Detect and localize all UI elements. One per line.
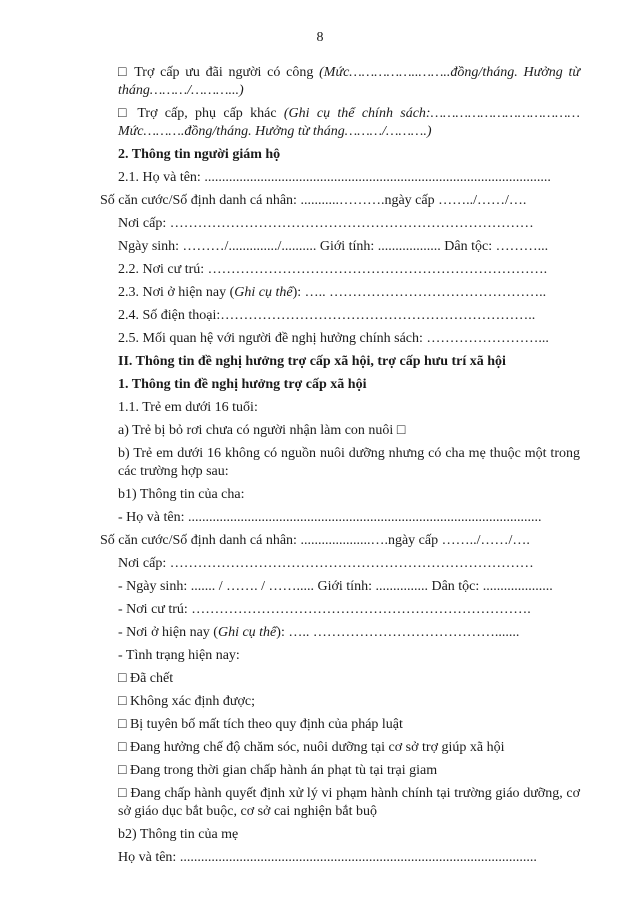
form-paragraph: □ Đang chấp hành quyết định xử lý vi phạm hành chính tại trường giáo dưỡng, cơ sở giáo dục bắt buộc, cơ sở cai nghiện bắt buộ: [118, 786, 580, 819]
paragraph-label: □ Trợ cấp, phụ cấp khác: [118, 106, 284, 121]
page-number: 8: [316, 30, 324, 45]
form-field: □ Đã chết: [118, 671, 174, 686]
form-field: - Tình trạng hiện nay:: [118, 648, 240, 663]
field-note: Ghi cụ thể: [217, 625, 277, 640]
section-heading: 2. Thông tin người giám hộ: [118, 147, 281, 162]
form-paragraph: [118, 64, 580, 100]
form-field: b1) Thông tin của cha:: [118, 487, 245, 502]
form-field: - Nơi cư trú: ……………………………………………………………….: [118, 602, 531, 617]
form-field: Ngày sinh: ………/............../.......... Giới tính: .................. Dân tộc: ………...: [118, 239, 549, 254]
section-heading: 1. Thông tin đề nghị hưởng trợ cấp xã hội: [118, 377, 367, 392]
form-field: Nơi cấp: ……………………………………………………………………: [118, 216, 534, 231]
form-field: a) Trẻ bị bỏ rơi chưa có người nhận làm con nuôi □: [118, 423, 406, 438]
paragraph-label: □ Trợ cấp ưu đãi người có công: [118, 65, 320, 80]
field-label: 2.3. Nơi ở hiện nay (: [118, 285, 235, 300]
form-field: Số căn cước/Số định danh cá nhân: ....................….ngày cấp ……../……/….: [100, 533, 530, 548]
form-field: Số căn cước/Số định danh cá nhân: ...........……….ngày cấp ……../……/….: [100, 193, 527, 208]
form-paragraph: [118, 105, 580, 141]
form-field: □ Bị tuyên bố mất tích theo quy định của pháp luật: [118, 717, 403, 732]
field-note: Ghi cụ thể: [234, 285, 293, 300]
form-field: Họ và tên: ......................................................................................................: [118, 850, 537, 865]
form-field: [118, 624, 580, 642]
form-field: - Ngày sinh: ....... / ……. / ……..... Giới tính: ............... Dân tộc: ....................: [118, 579, 553, 594]
paragraph-note: (Mức……………..……..đồng/tháng. Hưởng từ tháng………/………...): [118, 65, 580, 98]
form-paragraph: b) Trẻ em dưới 16 không có nguồn nuôi dưỡng nhưng có cha mẹ thuộc một trong các trường hợp sau:: [118, 446, 580, 479]
form-field: □ Không xác định được;: [118, 694, 255, 709]
field-blank: ): ….. ………………………………….......: [276, 625, 520, 640]
form-field: - Họ và tên: .....................................................................................................: [118, 510, 542, 525]
field-blank: ): ….. ………………………………………..: [292, 285, 547, 300]
form-field: 2.2. Nơi cư trú: ……………………………………………………………….: [118, 262, 548, 277]
form-field: Nơi cấp: ……………………………………………………………………: [118, 556, 534, 571]
section-heading: II. Thông tin đề nghị hưởng trợ cấp xã hội, trợ cấp hưu trí xã hội: [118, 354, 506, 369]
form-field: 2.1. Họ và tên: ...................................................................................................: [118, 170, 551, 185]
form-field: □ Đang trong thời gian chấp hành án phạt tù tại trại giam: [118, 763, 438, 778]
form-content: [100, 64, 580, 872]
form-field: □ Đang hưởng chế độ chăm sóc, nuôi dưỡng tại cơ sở trợ giúp xã hội: [118, 740, 505, 755]
form-field: 2.4. Số điện thoại:…………………………………………………………..: [118, 308, 536, 323]
form-field: 1.1. Trẻ em dưới 16 tuổi:: [118, 400, 258, 415]
form-field: 2.5. Mối quan hệ với người đề nghị hưởng chính sách: ……………………...: [118, 331, 549, 346]
form-field: b2) Thông tin của mẹ: [118, 827, 239, 842]
form-field: [118, 284, 580, 302]
field-label: - Nơi ở hiện nay (: [118, 625, 218, 640]
paragraph-note: (Ghi cụ thể chính sách:……………………………… Mức……….đồng/tháng. Hưởng từ tháng………/……….): [118, 106, 580, 139]
